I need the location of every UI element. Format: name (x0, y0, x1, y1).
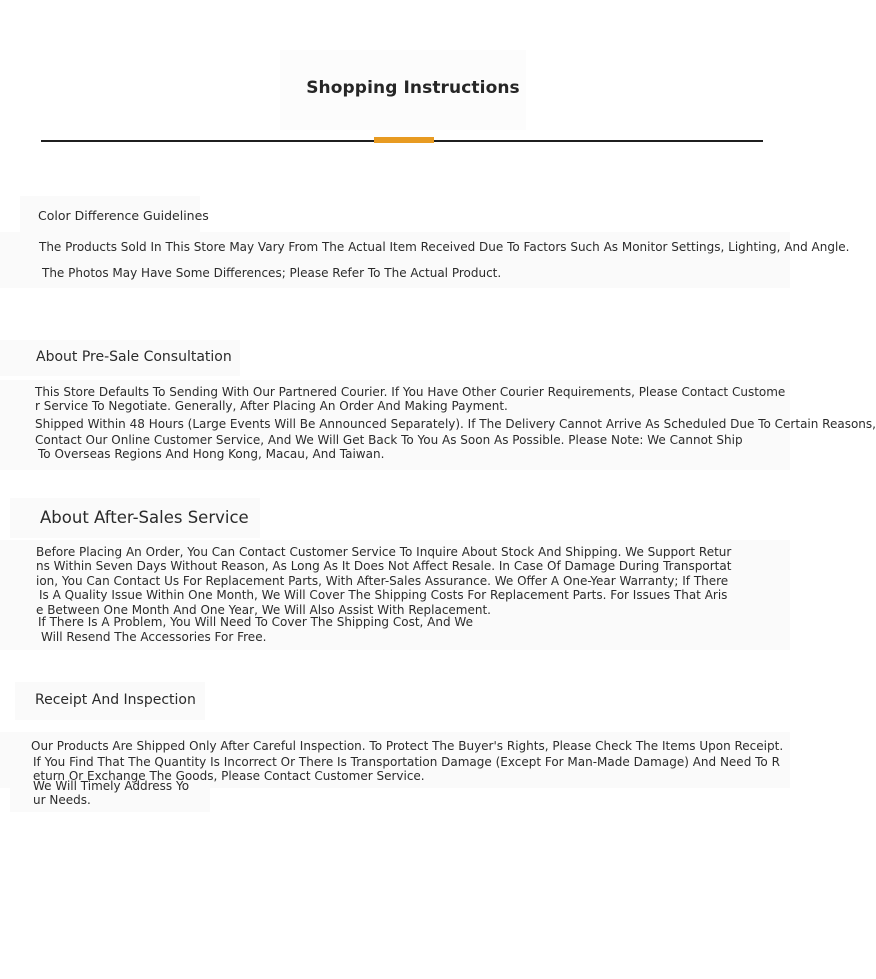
section-2-line-2: r Service To Negotiate. Generally, After Placing An Order And Making Payment. (35, 399, 508, 413)
section-heading-pre-sale: About Pre-Sale Consultation (36, 349, 232, 365)
section-2-line-3: Shipped Within 48 Hours (Large Events Will Be Announced Separately). If The Delivery Cannot Arrive As Scheduled Due To Certain Reasons, (35, 417, 876, 431)
title-divider-accent (374, 137, 434, 143)
section-4-line-1: Our Products Are Shipped Only After Careful Inspection. To Protect The Buyer's Rights, Please Check The Items Upon Receipt. (31, 739, 784, 753)
section-3-line-6: If There Is A Problem, You Will Need To Cover The Shipping Cost, And We (38, 615, 473, 629)
section-4-line-4: We Will Timely Address Yo (33, 779, 190, 793)
section-3-line-1: Before Placing An Order, You Can Contact Customer Service To Inquire About Stock And Shipping. We Support Retur (36, 545, 732, 559)
section-1-line-2: The Photos May Have Some Differences; Please Refer To The Actual Product. (42, 266, 502, 280)
section-3-line-4: Is A Quality Issue Within One Month, We Will Cover The Shipping Costs For Replacement Parts. For Issues That Aris (39, 588, 728, 602)
section-2-line-1: This Store Defaults To Sending With Our Partnered Courier. If You Have Other Courier Requirements, Please Contact Custome (35, 385, 786, 399)
section-heading-color-difference: Color Difference Guidelines (38, 208, 209, 223)
section-2-line-5: To Overseas Regions And Hong Kong, Macau, And Taiwan. (38, 447, 385, 461)
section-heading-receipt-inspection: Receipt And Inspection (35, 692, 196, 708)
section-4-line-3: eturn Or Exchange The Goods, Please Contact Customer Service. (33, 769, 425, 783)
section-3-line-2: ns Within Seven Days Without Reason, As Long As It Does Not Affect Resale. In Case Of Damage During Transportat (36, 559, 732, 573)
section-heading-after-sales: About After-Sales Service (40, 508, 249, 527)
section-4-line-5: ur Needs. (33, 793, 91, 807)
section-3-line-5: e Between One Month And One Year, We Will Also Assist With Replacement. (36, 603, 491, 617)
section-1-line-1: The Products Sold In This Store May Vary From The Actual Item Received Due To Factors Such As Monitor Settings, Lighting, And Angle. (39, 240, 850, 254)
section-2-line-4: Contact Our Online Customer Service, And We Will Get Back To You As Soon As Possible. Please Note: We Cannot Ship (35, 433, 743, 447)
section-4-line-2: If You Find That The Quantity Is Incorrect Or There Is Transportation Damage (Except For Man-Made Damage) And Need To R (33, 755, 780, 769)
page-title: Shopping Instructions (306, 78, 520, 98)
section-3-line-3: ion, You Can Contact Us For Replacement Parts, With After-Sales Assurance. We Offer A One-Year Warranty; If There (36, 574, 729, 588)
section-3-line-7: Will Resend The Accessories For Free. (41, 630, 267, 644)
